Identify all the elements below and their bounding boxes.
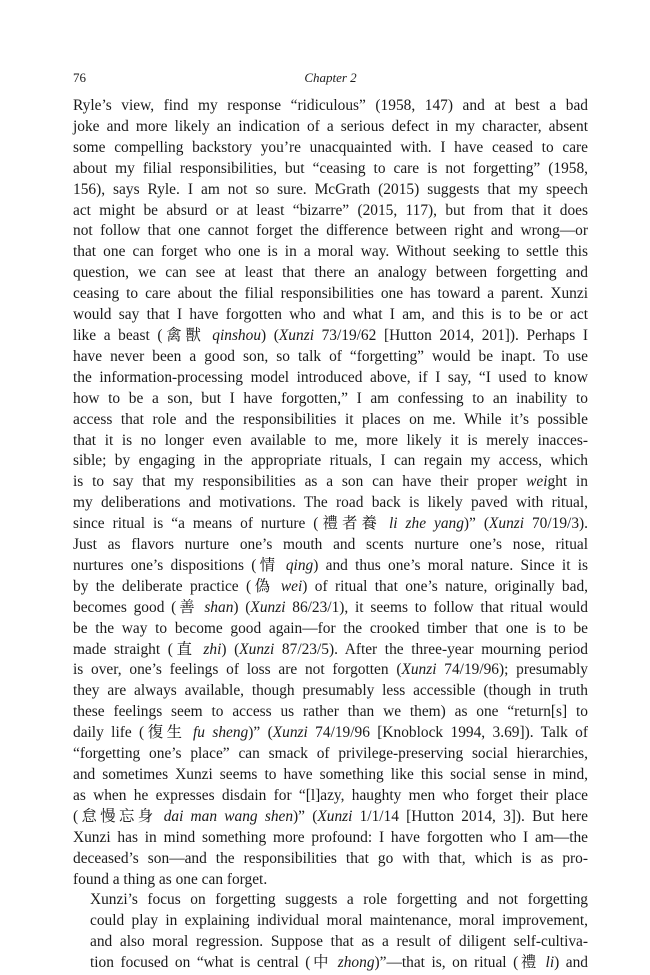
text-line: nurtures one’s dispositions (情 qing) and thus one’s moral nature. Since it is xyxy=(73,556,589,574)
text-line: some compelling backstory you’re unacquainted with. I have ceased to care xyxy=(73,138,588,156)
paragraph xyxy=(73,890,588,974)
text-line: would say that I have forgotten who and what I am, and this is to be or act xyxy=(73,306,588,324)
text-line: access that role and the responsibilities it places on me. While it’s possible xyxy=(73,410,588,428)
text-line: the information-processing model introduced above, if I say, “I used to know xyxy=(73,368,588,386)
text-line: not follow that one cannot forget the difference between right and wrong—or xyxy=(73,222,588,240)
page-number: 76 xyxy=(73,70,86,85)
text-line: have never been a good son, so talk of “forgetting” would be inapt. To use xyxy=(73,347,588,365)
text-line: becomes good (善 shan) (Xunzi 86/23/1), it seems to follow that ritual would xyxy=(73,598,589,616)
text-line: by the deliberate practice (偽 wei) of ritual that one’s nature, originally bad, xyxy=(73,577,589,595)
text-line: as when he expresses disdain for “[l]azy, haughty men who forget their place xyxy=(73,786,588,804)
text-line: could play in explaining individual moral maintenance, moral improvement, xyxy=(90,912,588,930)
text-line: they are always available, though presumably less accessible (though in truth xyxy=(73,682,588,700)
text-line: like a beast (禽獸 qinshou) (Xunzi 73/19/62 [Hutton 2014, 201]). Perhaps I xyxy=(73,326,588,344)
text-line: my deliberations and motivations. The road back is likely paved with ritual, xyxy=(73,494,588,512)
text-line: Ryle’s view, find my response “ridiculous” (1958, 147) and at best a bad xyxy=(73,97,588,114)
text-line: “forgetting one’s place” can smack of privilege-preserving social hierarchies, xyxy=(73,745,588,763)
text-line: sible; by engaging in the appropriate rituals, I can regain my access, which xyxy=(73,452,588,470)
text-line: and sometimes Xunzi seems to have something like this social sense in mind, xyxy=(73,766,588,783)
text-line: (怠慢忘身 dai man wang shen)” (Xunzi 1/1/14 [Hutton 2014, 3]). But here xyxy=(73,807,588,825)
text-line: 156), says Ryle. I am not so sure. McGrath (2015) suggests that my speech xyxy=(73,180,588,198)
text-line: tion focused on “what is central (中 zhong)”—that is, on ritual (禮 li) and xyxy=(90,954,588,972)
text-line: deceased’s son—and the responsibilities that go with that, which is as pro- xyxy=(73,849,588,867)
text-line: made straight (直 zhi) (Xunzi 87/23/5). After the three-year mourning period xyxy=(73,640,588,658)
running-head: Chapter 2 xyxy=(304,70,357,85)
text-line: Just as flavors nurture one’s mouth and scents nurture one’s nose, ritual xyxy=(73,536,588,554)
text-line: that one can forget who one is in a moral way. Without seeking to settle this xyxy=(73,243,588,261)
text-line: question, we can see at least that there an analogy between forgetting and xyxy=(73,264,588,282)
text-line: is over, one’s feelings of loss are not forgotten (Xunzi 74/19/96); presumably xyxy=(73,661,588,679)
text-line: about my filial responsibilities, but “ceasing to care is not forgetting” (1958, xyxy=(73,159,588,177)
text-line: since ritual is “a means of nurture (禮者養 li zhe yang)” (Xunzi 70/19/3). xyxy=(73,515,588,533)
paragraph xyxy=(73,96,588,890)
text-line: and also moral regression. Suppose that as a result of diligent self-cultiva- xyxy=(90,933,588,951)
body-text xyxy=(73,96,588,974)
text-line: that it is no longer even available to me, more likely it is merely inacces- xyxy=(73,431,588,449)
text-line: daily life (復生 fu sheng)” (Xunzi 74/19/96 [Knoblock 1994, 3.69]). Talk of xyxy=(73,724,589,742)
text-line: ceasing to care about the filial responsibilities one has toward a parent. Xunzi xyxy=(73,285,588,303)
text-line: these feelings seem to access us rather than we them) as one “return[s] to xyxy=(73,703,588,721)
text-line: Xunzi’s focus on forgetting suggests a role forgetting and not forgetting xyxy=(90,891,588,909)
page-header xyxy=(73,70,588,88)
text-line: is to say that my responsibilities as a son can have their proper weight in xyxy=(73,473,588,491)
text-line: act might be absurd or at least “bizarre” (2015, 117), but from that it does xyxy=(73,201,588,219)
text-line: found a thing as one can forget. xyxy=(73,870,268,888)
text-line: joke and more likely an indication of a serious defect in my character, absent xyxy=(73,117,588,135)
text-line: how to be a son, but I have forgotten,” I am confessing to an inability to xyxy=(73,389,588,407)
text-line: be the way to become good again—for the crooked timber that one is to be xyxy=(73,619,588,637)
text-line: Xunzi has in mind something more profound: I have forgotten who I am—the xyxy=(73,828,588,846)
